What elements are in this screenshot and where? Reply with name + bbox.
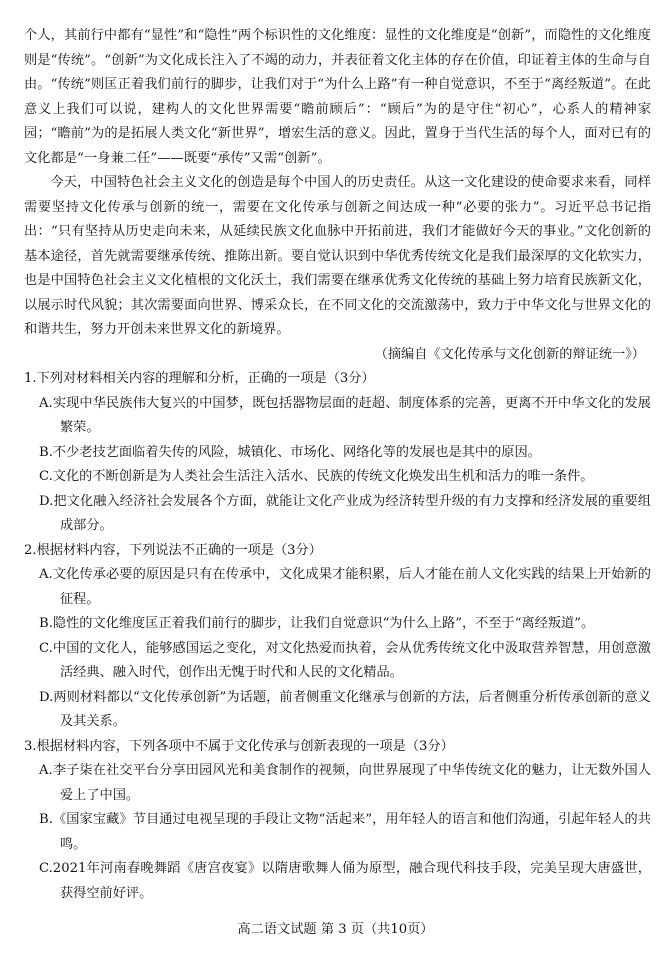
question-stem: 1.下列对材料相关内容的理解和分析，正确的一项是（3分） (24, 371, 375, 386)
passage-paragraph-2: 今天，中国特色社会主义文化的创造是每个中国人的历史责任。从这一文化建设的使命要求来看，同样需要坚持文化传承与创新的统一，需要在文化传承与创新之间达成一种“必要的张力”。习近平总书记指出：“只有坚持从历史走向未来，从延续民族文化血脉中开拓前进，我们才能做好今天的事业。”文化创新的基本途径，首先就需要继承传统、推陈出新。要自觉认识到中华优秀传统文化是我们最深厚的文化软实力，也是中国特色社会主义文化植根的文化沃土，我们需要在继承优秀文化传统的基础上努力培育民族新文化，以展示时代风貌；其次需要面向世界、博采众长，在不同文化的交流激荡中，致力于中华文化与世界文化的和谐共生，努力开创未来世界文化的新境界。 (24, 175, 651, 337)
question-3 (24, 735, 651, 907)
option-b: B.隐性的文化维度匡正着我们前行的脚步，让我们自觉意识“为什么上路”，不至于“离经叛道”。 (39, 616, 595, 631)
option-a: A.实现中华民族伟大复兴的中国梦，既包括器物层面的赶超、制度体系的完善，更离不开中华文化的发展繁荣。 (39, 395, 651, 435)
question-stem: 3.根据材料内容，下列各项中不属于文化传承与创新表现的一项是（3分） (24, 738, 454, 754)
question-1 (24, 367, 651, 539)
option-a: A.李子柒在社交平台分享田园风光和美食制作的视频，向世界展现了中华传统文化的魅力，让无数外国人爱上了中国。 (39, 763, 651, 803)
option-c: C.2021年河南春晚舞蹈《唐宫夜宴》以隋唐歌舞人俑为原型，融合现代科技手段，完美呈现大唐盛世，获得空前好评。 (39, 861, 651, 901)
question-stem: 2.根据材料内容，下列说法不正确的一项是（3分） (24, 542, 322, 558)
option-a: A.文化传承必要的原因是只有在传承中，文化成果才能积累，后人才能在前人文化实践的结果上开始新的征程。 (39, 567, 651, 607)
option-b: B.《国家宝藏》节目通过电视呈现的手段让文物“活起来”，用年轻人的语言和他们沟通，引起年轻人的共鸣。 (39, 812, 651, 852)
question-2 (24, 539, 651, 735)
option-c: C.文化的不断创新是为人类社会生活注入活水、民族的传统文化焕发出生机和活力的唯一条件。 (39, 469, 594, 484)
passage-source: （摘编自《文化传承与文化创新的辩证统一》） (374, 346, 645, 362)
option-c: C.中国的文化人，能够感国运之变化，对文化热爱而执着，会从优秀传统文化中汲取营养智慧，用创意激活经典、融入时代，创作出无愧于时代和人民的文化精品。 (39, 640, 651, 680)
page-footer: 高二语文试题 第 3 页（共10页） (237, 922, 434, 937)
reading-passage (24, 24, 651, 367)
passage-paragraph-1: 个人，其前行中都有“显性”和“隐性”两个标识性的文化维度：显性的文化维度是“创新”，而隐性的文化维度则是“传统”。“创新”为文化成长注入了不竭的动力，并表征着文化主体的存在价值，印证着主体的生命与自由。“传统”则匡正着我们前行的脚步，让我们对于“为什么上路”有一种自觉意识，不至于“离经叛道”。在此意义上我们可以说，建构人的文化世界需要“瞻前顾后”：“顾后”为的是守住“初心”，心系人的精神家园；“瞻前”为的是拓展人类文化“新世界”，增宏生活的意义。因此，置身于当代生活的每个人，面对已有的文化都是“一身兼二任”——既要“承传”又需“创新”。 (24, 28, 651, 166)
option-b: B.不少老技艺面临着失传的风险，城镇化、市场化、网络化等的发展也是其中的原因。 (39, 444, 541, 460)
option-d: D.两则材料都以“文化传承创新”为话题，前者侧重文化继承与创新的方法，后者侧重分析传承创新的意义及其关系。 (39, 689, 651, 729)
option-d: D.把文化融入经济社会发展各个方面，就能让文化产业成为经济转型升级的有力支撑和经济发展的重要组成部分。 (39, 493, 651, 533)
